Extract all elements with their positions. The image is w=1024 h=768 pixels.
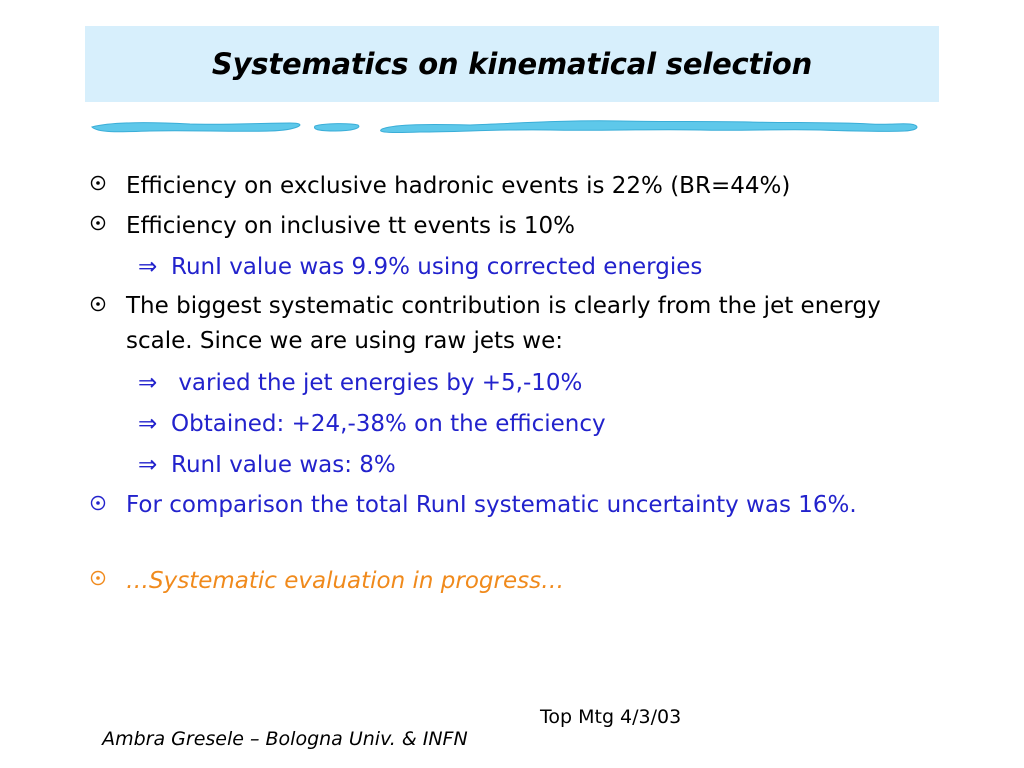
sub-bullet-text: RunI value was 9.9% using corrected energies (171, 254, 703, 280)
slide-title: Systematics on kinematical selection (211, 47, 813, 81)
implies-arrow-icon: ⇒ (138, 370, 158, 396)
footer-author: Ambra Gresele – Bologna Univ. & INFN (102, 728, 468, 750)
bullet-text: Efficiency on exclusive hadronic events is 22% (BR=44%) (126, 173, 791, 199)
circled-dot-icon (90, 570, 106, 586)
circled-dot-icon (90, 296, 106, 312)
title-banner (85, 26, 939, 102)
sub-bullet-text: Obtained: +24,-38% on the efficiency (171, 411, 606, 437)
implies-arrow-icon: ⇒ (138, 254, 158, 280)
sub-bullet-text: RunI value was: 8% (171, 452, 396, 478)
bullet-text: The biggest systematic contribution is clearly from the jet energy scale. Since we are using raw jets we: (126, 293, 888, 354)
implies-arrow-icon: ⇒ (138, 452, 158, 478)
bullet-text: For comparison the total RunI systematic uncertainty was 16%. (126, 492, 857, 518)
circled-dot-icon (90, 495, 106, 511)
bullet-text: Efficiency on inclusive tt events is 10% (126, 213, 576, 239)
sub-bullet-text: varied the jet energies by +5,-10% (171, 370, 583, 396)
bullet-text: …Systematic evaluation in progress… (126, 568, 565, 594)
implies-arrow-icon: ⇒ (138, 411, 158, 437)
slide-footer (90, 706, 682, 768)
footer-meeting-date: Top Mtg 4/3/03 (540, 706, 682, 728)
circled-dot-icon (90, 215, 106, 231)
circled-dot-icon (90, 175, 106, 191)
wavy-divider (90, 114, 924, 140)
